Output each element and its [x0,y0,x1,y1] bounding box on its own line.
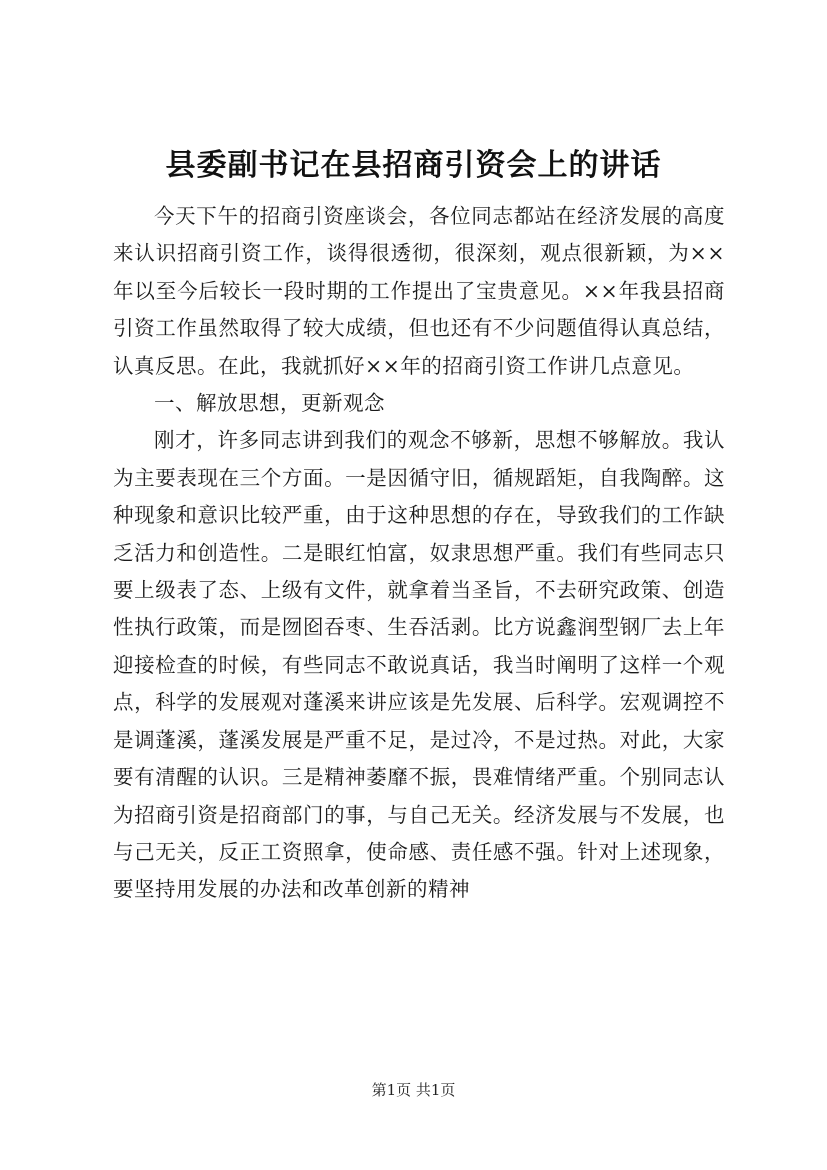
page-footer: 第1页 共1页 [371,1081,456,1099]
intro-paragraph: 今天下午的招商引资座谈会，各位同志都站在经济发展的高度来认识招商引资工作，谈得很透彻，很深刻，观点很新颖，为××年以至今后较长一段时期的工作提出了宝贵意见。××年我县招商引资工作虽然取得了较大成绩，但也还有不少问题值得认真总结，认真反思。在此，我就抓好××年的招商引资工作讲几点意见。 [113,204,725,378]
document-body [113,198,725,909]
document-title: 县委副书记在县招商引资会上的讲话 [165,148,662,183]
body-paragraph: 刚才，许多同志讲到我们的观念不够新，思想不够解放。我认为主要表现在三个方面。一是因循守旧，循规蹈矩，自我陶醉。这种现象和意识比较严重，由于这种思想的存在，导致我们的工作缺乏活力和创造性。二是眼红怕富，奴隶思想严重。我们有些同志只要上级表了态、上级有文件，就拿着当圣旨，不去研究政策、创造性执行政策，而是囫囵吞枣、生吞活剥。比方说鑫润型钢厂去上年迎接检查的时候，有些同志不敢说真话，我当时阐明了这样一个观点，科学的发展观对蓬溪来讲应该是先发展、后科学。宏观调控不是调蓬溪，蓬溪发展是严重不足，是过冷，不是过热。对此，大家要有清醒的认识。三是精神萎靡不振，畏难情绪严重。个别同志认为招商引资是招商部门的事，与自己无关。经济发展与不发展，也与己无关，反正工资照拿，使命感、责任感不强。针对上述现象，要坚持用发展的办法和改革创新的精神 [113,428,725,902]
section-heading: 一、解放思想，更新观念 [154,391,385,416]
